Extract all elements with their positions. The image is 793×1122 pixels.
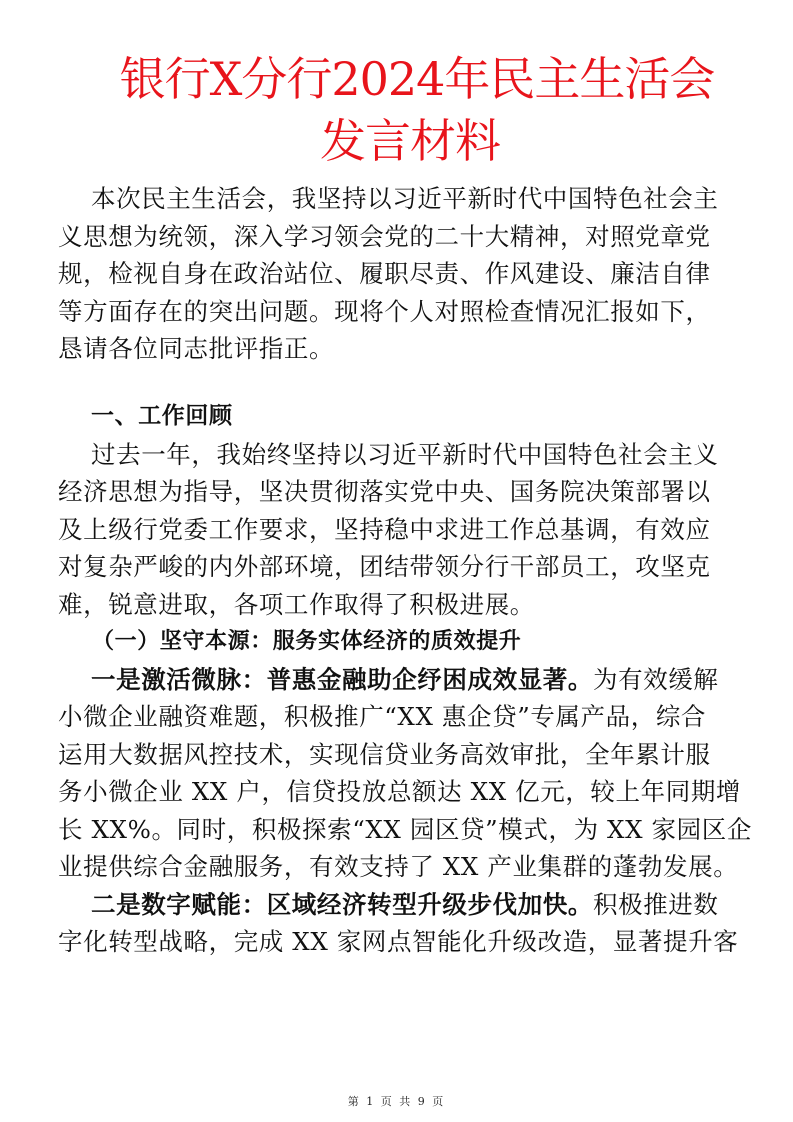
section1 — [58, 398, 758, 961]
point2-bold: 二是数字赋能：区域经济转型升级步伐加快。 — [91, 889, 593, 919]
point2-rest: 积极推进数 — [593, 889, 719, 919]
page-number: 第 1 页 共 9 页 — [347, 1095, 446, 1108]
text-line: 恳请各位同志批评指正。 — [58, 334, 335, 363]
text-line: 及上级行党委工作要求，坚持稳中求进工作总基调，有效应 — [58, 514, 711, 544]
text-line: 本次民主生活会，我坚持以习近平新时代中国特色社会主 — [91, 184, 719, 213]
point1-first-line — [58, 661, 758, 699]
subsection-heading: （一）坚守本源：服务实体经济的质效提升 — [92, 629, 522, 654]
text-line: 过去一年，我始终坚持以习近平新时代中国特色社会主义 — [91, 439, 719, 469]
text-line: 经济思想为指导，坚决贯彻落实党中央、国务院决策部署以 — [58, 477, 711, 506]
text-line: 规，检视自身在政治站位、履职尽责、作风建设、廉洁自律 — [58, 259, 711, 288]
point1-bold: 一是激活微脉：普惠金融助企纾困成效显著。 — [91, 664, 593, 694]
text-line: 义思想为统领，深入学习领会党的二十大精神，对照党章党 — [58, 221, 711, 251]
document-title-line2: 发言材料 — [320, 114, 500, 168]
text-line: 运用大数据风控技术，实现信贷业务高效审批，全年累计服 — [58, 739, 711, 769]
text-line: 难，锐意进取，各项工作取得了积极进展。 — [58, 589, 535, 619]
text-line: 务小微企业 XX 户，信贷投放总额达 XX 亿元，较上年同期增 — [58, 777, 742, 806]
point2-first-line — [58, 886, 758, 924]
document-title-line1: 银行X分行2024年民主生活会 — [119, 52, 715, 106]
section-heading: 一、工作回顾 — [91, 403, 233, 429]
text-line: 长 XX%。同时，积极探索“XX 园区贷”模式，为 XX 家园区企 — [58, 814, 752, 844]
text-line: 对复杂严峻的内外部环境，团结带领分行干部员工，攻坚克 — [58, 552, 711, 581]
text-line: 等方面存在的突出问题。现将个人对照检查情况汇报如下， — [58, 296, 711, 326]
intro-paragraph — [58, 180, 758, 368]
text-line: 小微企业融资难题，积极推广“XX 惠企贷”专属产品，综合 — [58, 702, 707, 731]
text-line: 字化转型战略，完成 XX 家网点智能化升级改造，显著提升客 — [58, 927, 739, 956]
point1-rest: 为有效缓解 — [593, 664, 719, 694]
text-line: 业提供综合金融服务，有效支持了 XX 产业集群的蓬勃发展。 — [58, 852, 739, 881]
